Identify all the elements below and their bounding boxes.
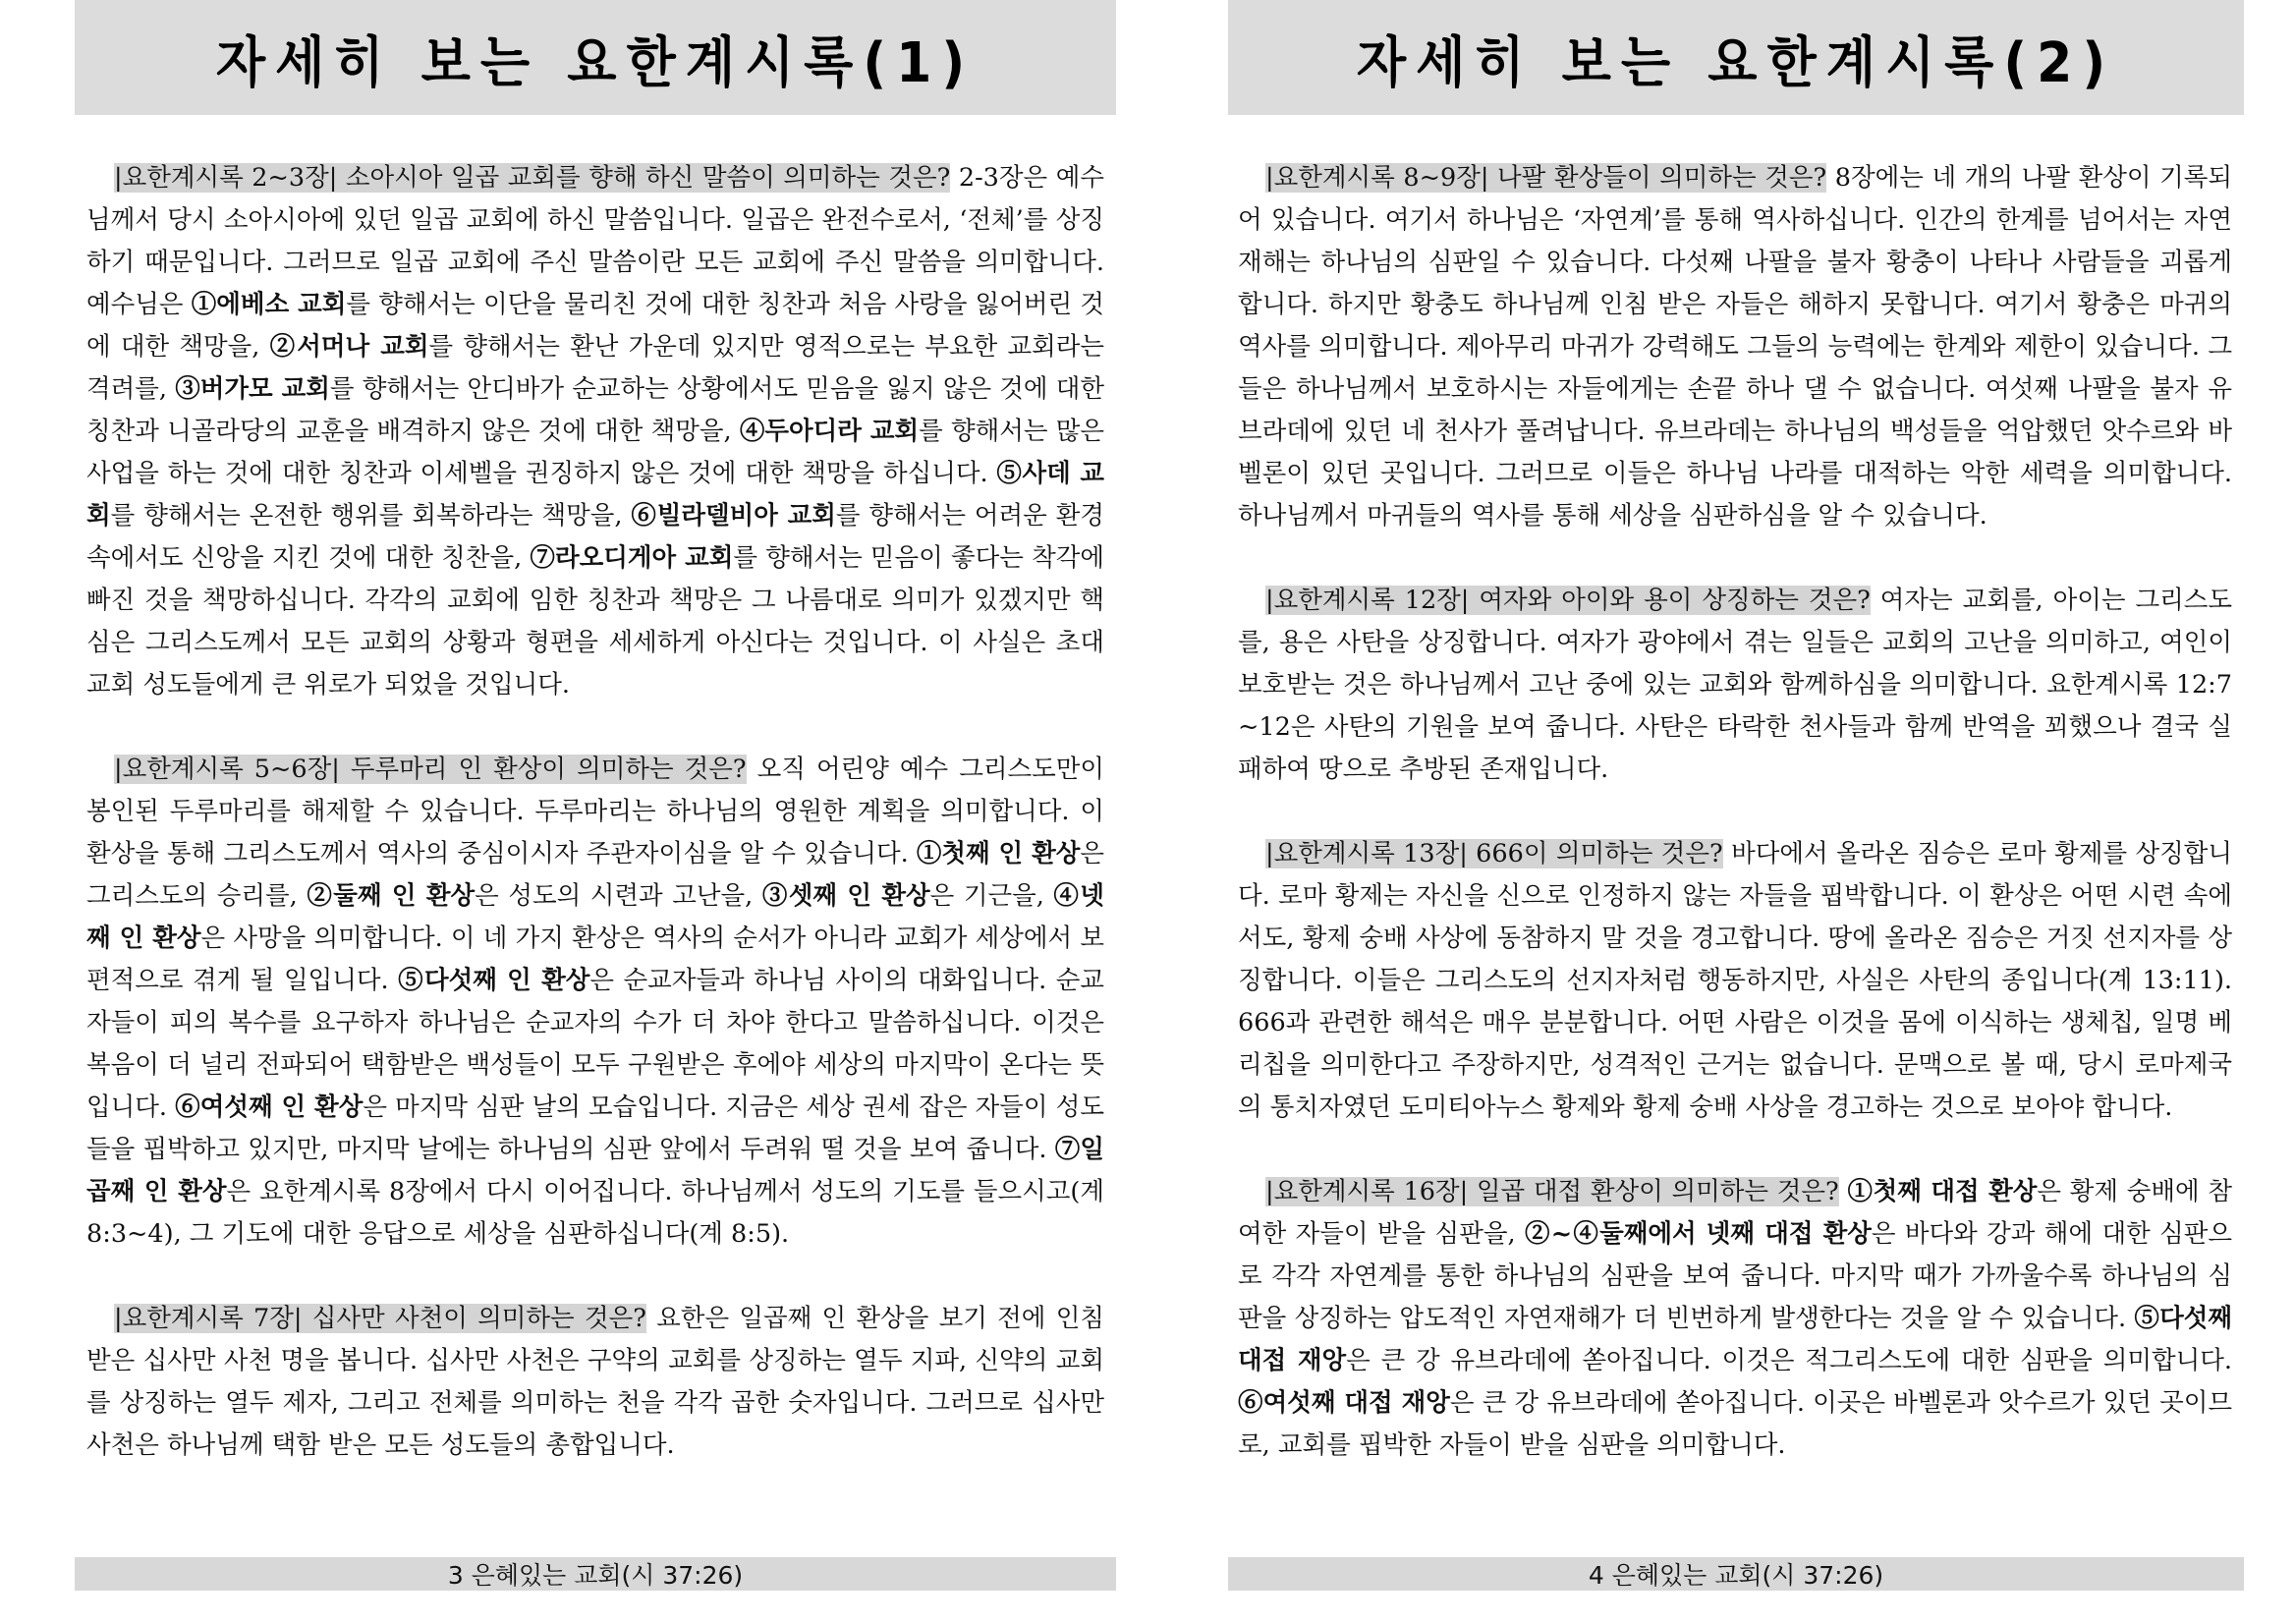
emphasized-term: ⑥여섯째 대접 재앙 (1238, 1388, 1450, 1418)
body-text-run: 를 향해서는 안디바가 순교하는 상황에서도 믿음을 잃지 않은 것에 대한 칭찬과 니골라당의 교훈을 배격하지 않은 것에 대한 책망을, (86, 374, 1104, 446)
section-paragraph (1238, 157, 2232, 537)
emphasized-term: ②~④둘째에서 넷째 대접 환상 (1524, 1219, 1872, 1249)
emphasized-term: ②둘째 인 환상 (307, 881, 476, 911)
section-heading: |요한계시록 12장| 여자와 아이와 용이 상징하는 것은? (1265, 586, 1871, 615)
body-text-run: 2-3장은 예수님께서 당시 소아시아에 있던 일곱 교회에 하신 말씀입니다. 일곱은 완전수로서, ‘전체’를 상징하기 때문입니다. 그러므로 일곱 교회에 주신 말씀이란 모든 교회에 주신 말씀을 의미합니다. 예수님은 (86, 163, 1104, 319)
body-text-run: 은 순교자들과 하나님 사이의 대화입니다. 순교자들이 피의 복수를 요구하자 하나님은 순교자의 수가 더 차야 한다고 말씀하십니다. 이것은 복음이 더 널리 전파되어 택함받은 백성들이 모두 구원받은 후에야 세상의 마지막이 온다는 뜻입니다. (86, 966, 1104, 1122)
left-page (75, 0, 1116, 1624)
emphasized-term: ④두아디라 교회 (739, 417, 920, 446)
section-heading: |요한계시록 8~9장| 나팔 환상들이 의미하는 것은? (1265, 163, 1827, 193)
section-paragraph (1238, 580, 2232, 791)
body-text-run: 은 황제 숭배에 참여한 자들이 받을 심판을, (1238, 1177, 2233, 1249)
section-heading: |요한계시록 2~3장| 소아시아 일곱 교회를 향해 하신 말씀이 의미하는 것은? (114, 163, 951, 193)
section-heading: |요한계시록 13장| 666이 의미하는 것은? (1265, 839, 1723, 868)
body-text-run: 은 바다와 강과 해에 대한 심판으로 각각 자연계를 통한 하나님의 심판을 보여 줍니다. 마지막 때가 가까울수록 하나님의 심판을 상징하는 압도적인 자연재해가 더 빈번하게 발생한다는 것을 알 수 있습니다. (1238, 1219, 2232, 1333)
right-page (1228, 0, 2244, 1624)
body-text-run: 은 기근을, (929, 881, 1054, 911)
left-footer-bar (75, 1557, 1116, 1591)
right-title-bar (1228, 0, 2244, 115)
right-body (1238, 157, 2232, 1467)
emphasized-term: ③버가모 교회 (175, 374, 330, 404)
right-footer-bar (1228, 1557, 2244, 1591)
body-text-run: 은 사망을 의미합니다. 이 네 가지 환상은 역사의 순서가 아니라 교회가 세상에서 보편적으로 겪게 될 일입니다. (86, 924, 1104, 995)
body-text-run: 은 마지막 심판 날의 모습입니다. 지금은 세상 권세 잡은 자들이 성도들을 핍박하고 있지만, 마지막 날에는 하나님의 심판 앞에서 두려워 떨 것을 보여 줍니다. (86, 1092, 1104, 1164)
body-text-run: 오직 어린양 예수 그리스도만이 봉인된 두루마리를 해제할 수 있습니다. 두루마리는 하나님의 영원한 계획을 의미합니다. 이 환상을 통해 그리스도께서 역사의 중심이시자 주관자이심을 알 수 있습니다. (86, 755, 1104, 868)
emphasized-term: ⑦라오디게아 교회 (530, 543, 734, 573)
section-heading: |요한계시록 5~6장| 두루마리 인 환상이 의미하는 것은? (114, 755, 747, 784)
section-paragraph (1238, 1171, 2232, 1467)
body-text-run: 요한은 일곱째 인 환상을 보기 전에 인침 받은 십사만 사천 명을 봅니다. 십사만 사천은 구약의 교회를 상징하는 열두 지파, 신약의 교회를 상징하는 열두 제자, 그리고 전체를 의미하는 천을 각각 곱한 숫자입니다. 그러므로 십사만 사천은 하나님께 택함 받은 모든 성도들의 총합입니다. (86, 1304, 1104, 1460)
emphasized-term: ⑥여섯째 인 환상 (175, 1092, 364, 1122)
body-text-run: 은 그리스도의 승리를, (86, 839, 1104, 911)
emphasized-term: ③셋째 인 환상 (761, 881, 930, 911)
body-text-run: 바다에서 올라온 짐승은 로마 황제를 상징합니다. 로마 황제는 자신을 신으로 인정하지 않는 자들을 핍박합니다. 이 환상은 어떤 시련 속에서도, 황제 숭배 사상에 동참하지 말 것을 경고합니다. 땅에 올라온 짐승은 거짓 선지자를 상징합니다. 이들은 그리스도의 선지자처럼 행동하지만, 사실은 사탄의 종입니다(계 13:11). 666과 관련한 해석은 매우 분분합니다. 어떤 사람은 이것을 몸에 이식하는 생체칩, 일명 베리칩을 의미한다고 주장하지만, 성격적인 근거는 없습니다. 문맥으로 볼 때, 당시 로마제국의 통치자였던 도미티아누스 황제와 황제 숭배 사상을 경고하는 것으로 보아야 합니다. (1238, 839, 2232, 1122)
body-text-run: 은 요한계시록 8장에서 다시 이어집니다. 하나님께서 성도의 기도를 들으시고(계 8:3~4), 그 기도에 대한 응답으로 세상을 심판하십니다(계 8:5). (86, 1177, 1105, 1249)
emphasized-term: ⑥빌라델비아 교회 (631, 501, 836, 531)
section-heading: |요한계시록 7장| 십사만 사천이 의미하는 것은? (114, 1304, 646, 1333)
left-page-footer: 3 은혜있는 교회(시 37:26) (447, 1561, 744, 1590)
section-heading: |요한계시록 16장| 일곱 대접 환상이 의미하는 것은? (1265, 1177, 1839, 1206)
emphasized-term: ⑤다섯째 인 환상 (398, 966, 590, 995)
section-paragraph (86, 157, 1104, 706)
right-page-footer: 4 은혜있는 교회(시 37:26) (1588, 1561, 1884, 1590)
section-paragraph (86, 749, 1104, 1256)
emphasized-term: ⑤다섯째 대접 재앙 (1238, 1304, 2232, 1375)
emphasized-term: ①에베소 교회 (191, 290, 347, 319)
body-text-run: 여자는 교회를, 아이는 그리스도를, 용은 사탄을 상징합니다. 여자가 광야에서 겪는 일들은 교회의 고난을 의미하고, 여인이 보호받는 것은 하나님께서 고난 중에 있는 교회와 함께하심을 의미합니다. 요한계시록 12:7~12은 사탄의 기원을 보여 줍니다. 사탄은 타락한 천사들과 함께 반역을 꾀했으나 결국 실패하여 땅으로 추방된 존재입니다. (1238, 586, 2232, 784)
left-page-title: 자세히 보는 요한계시록(1) (215, 31, 976, 95)
body-text-run: 를 향해서는 이단을 물리친 것에 대한 칭찬과 처음 사랑을 잃어버린 것에 대한 책망을, (86, 290, 1104, 362)
emphasized-term: ⑤사데 교회 (86, 459, 1105, 531)
emphasized-term: ①첫째 인 환상 (916, 839, 1081, 868)
left-title-bar (75, 0, 1116, 115)
body-text-run: 를 향해서는 온전한 행위를 회복하라는 책망을, (110, 501, 632, 531)
body-text-run: 은 큰 강 유브라데에 쏟아집니다. 이것은 적그리스도에 대한 심판을 의미합니다. (1346, 1346, 2233, 1375)
emphasized-term: ②서머나 교회 (269, 332, 429, 362)
body-text-run: 를 향해서는 환난 가운데 있지만 영적으로는 부요한 교회라는 격려를, (86, 332, 1104, 404)
emphasized-term: ①첫째 대접 환상 (1847, 1177, 2038, 1206)
body-text-run: 은 큰 강 유브라데에 쏟아집니다. 이곳은 바벨론과 앗수르가 있던 곳이므로, 교회를 핍박한 자들이 받을 심판을 의미합니다. (1238, 1388, 2233, 1460)
right-page-title: 자세히 보는 요한계시록(2) (1356, 31, 2116, 95)
left-body (86, 157, 1104, 1467)
section-paragraph (1238, 833, 2232, 1129)
emphasized-term: ⑦일곱째 인 환상 (86, 1135, 1104, 1206)
body-text-run: 은 성도의 시련과 고난을, (475, 881, 762, 911)
body-text-run: 를 향해서는 많은 사업을 하는 것에 대한 칭찬과 이세벨을 권징하지 않은 것에 대한 책망을 하십니다. (86, 417, 1104, 488)
body-text-run: 8장에는 네 개의 나팔 환상이 기록되어 있습니다. 여기서 하나님은 ‘자연계’를 통해 역사하십니다. 인간의 한계를 넘어서는 자연재해는 하나님의 심판일 수 있습니다. 다섯째 나팔을 불자 황충이 나타나 사람들을 괴롭게 합니다. 하지만 황충도 하나님께 인침 받은 자들은 해하지 못합니다. 여기서 황충은 마귀의 역사를 의미합니다. 제아무리 마귀가 강력해도 그들의 능력에는 한계와 제한이 있습니다. 그들은 하나님께서 보호하시는 자들에게는 손끝 하나 댈 수 없습니다. 여섯째 나팔을 불자 유브라데에 있던 네 천사가 풀려납니다. 유브라데는 하나님의 백성들을 억압했던 앗수르와 바벨론이 있던 곳입니다. 그러므로 이들은 하나님 나라를 대적하는 악한 세력을 의미합니다. 하나님께서 마귀들의 역사를 통해 세상을 심판하심을 알 수 있습니다. (1238, 163, 2232, 531)
section-paragraph (86, 1298, 1104, 1467)
emphasized-term: ④넷째 인 환상 (86, 881, 1105, 953)
body-text-run: 를 향해서는 믿음이 좋다는 착각에 빠진 것을 책망하십니다. 각각의 교회에 임한 칭찬과 책망은 그 나름대로 의미가 있겠지만 핵심은 그리스도께서 모든 교회의 상황과 형편을 세세하게 아신다는 것입니다. 이 사실은 초대 교회 성도들에게 큰 위로가 되었을 것입니다. (86, 543, 1104, 700)
body-text-run: 를 향해서는 어려운 환경 속에서도 신앙을 지킨 것에 대한 칭찬을, (86, 501, 1104, 573)
